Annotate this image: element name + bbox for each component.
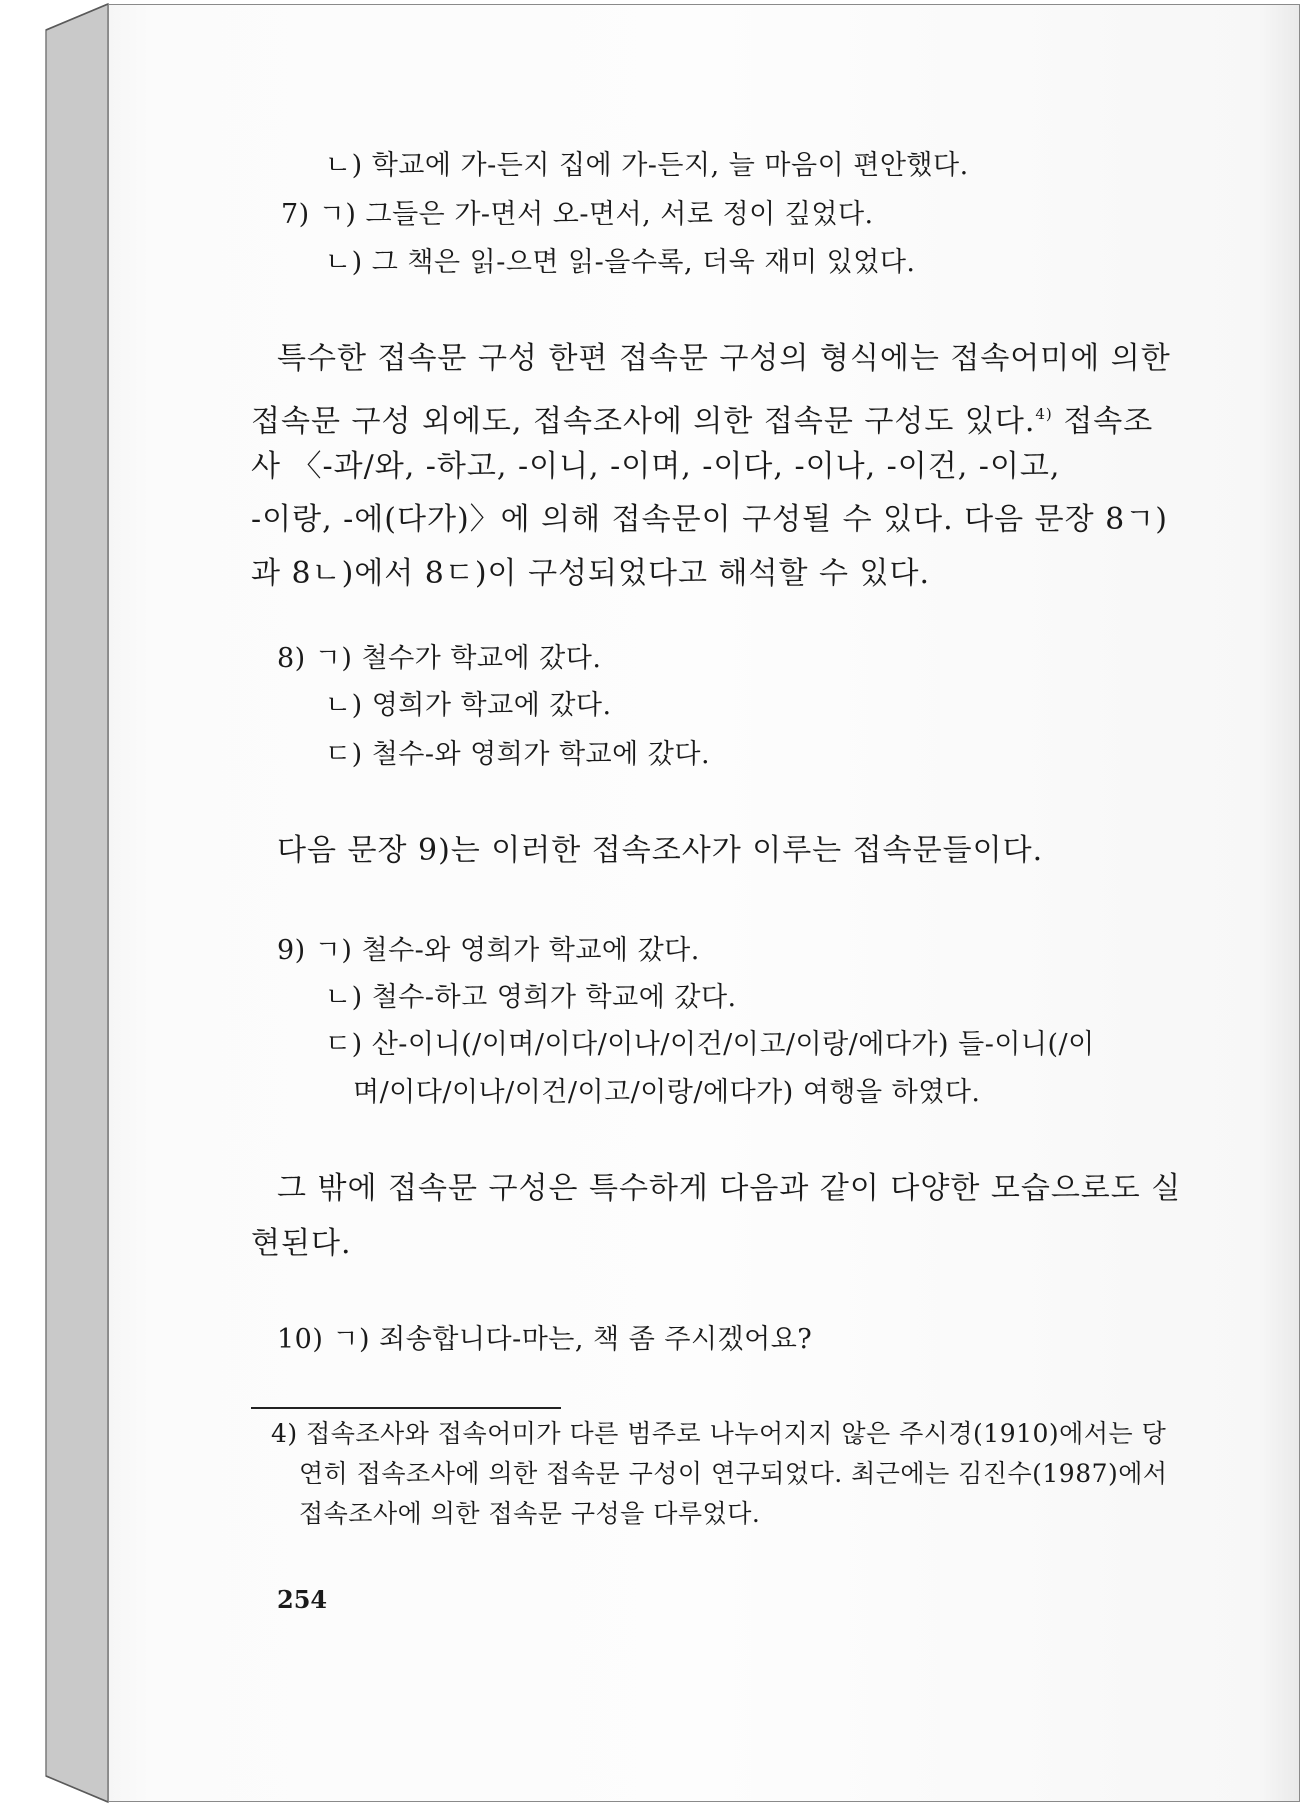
example-9a: 9) ㄱ) 철수-와 영희가 학교에 갔다. [277,935,700,966]
book-spine [0,0,110,1806]
footnote-divider [251,1407,561,1409]
example-9b: ㄴ) 철수-하고 영희가 학교에 갔다. [325,982,737,1013]
paragraph-1-line-4: -이랑, -에(다가)〉에 의해 접속문이 구성될 수 있다. 다음 문장 8ㄱ) [251,502,1168,537]
footnote-4-line-1: 4) 접속조사와 접속어미가 다른 범주로 나누어지지 않은 주시경(1910)에서는 당 [271,1419,1167,1448]
example-7b: ㄴ) 그 책은 읽-으면 읽-을수록, 더욱 재미 있었다. [325,247,916,278]
example-8a: 8) ㄱ) 철수가 학교에 갔다. [277,643,602,674]
paragraph-1-line-3: 사 〈-과/와, -하고, -이니, -이며, -이다, -이나, -이건, -이고, [251,449,1061,484]
paragraph-2: 다음 문장 9)는 이러한 접속조사가 이루는 접속문들이다. [277,833,1044,868]
page-number: 254 [277,1585,328,1614]
paragraph-3-line-1: 그 밖에 접속문 구성은 특수하게 다음과 같이 다양한 모습으로도 실 [277,1171,1182,1206]
example-9c-line-1: ㄷ) 산-이니(/이며/이다/이나/이건/이고/이랑/에다가) 들-이니(/이 [325,1029,1095,1060]
paragraph-3-line-2: 현된다. [251,1226,352,1261]
example-9c-line-2: 며/이다/이나/이건/이고/이랑/에다가) 여행을 하였다. [353,1077,981,1108]
paragraph-1-line-2 [251,395,1153,441]
paragraph-1-line-1: 특수한 접속문 구성 한편 접속문 구성의 형식에는 접속어미에 의한 [277,341,1171,376]
example-6b: ㄴ) 학교에 가-든지 집에 가-든지, 늘 마음이 편안했다. [325,150,969,181]
footnote-ref-4[interactable]: 4) [1035,405,1053,423]
example-7a: 7) ㄱ) 그들은 가-면서 오-면서, 서로 정이 깊었다. [281,199,874,230]
footnote-4-line-3: 접속조사에 의한 접속문 구성을 다루었다. [299,1499,761,1528]
book-page [108,4,1300,1802]
example-8b: ㄴ) 영희가 학교에 갔다. [325,690,612,721]
example-8c: ㄷ) 철수-와 영희가 학교에 갔다. [325,739,711,770]
example-10a: 10) ㄱ) 죄송합니다-마는, 책 좀 주시겠어요? [277,1324,813,1355]
paragraph-1-line-2-text: 접속문 구성 외에도, 접속조사에 의한 접속문 구성도 있다. [251,404,1036,439]
paragraph-1-line-5: 과 8ㄴ)에서 8ㄷ)이 구성되었다고 해석할 수 있다. [251,556,930,591]
paragraph-1-line-2-end: 접속조 [1063,404,1154,439]
footnote-4-line-2: 연히 접속조사에 의한 접속문 구성이 연구되었다. 최근에는 김진수(1987)에서 [299,1459,1168,1488]
